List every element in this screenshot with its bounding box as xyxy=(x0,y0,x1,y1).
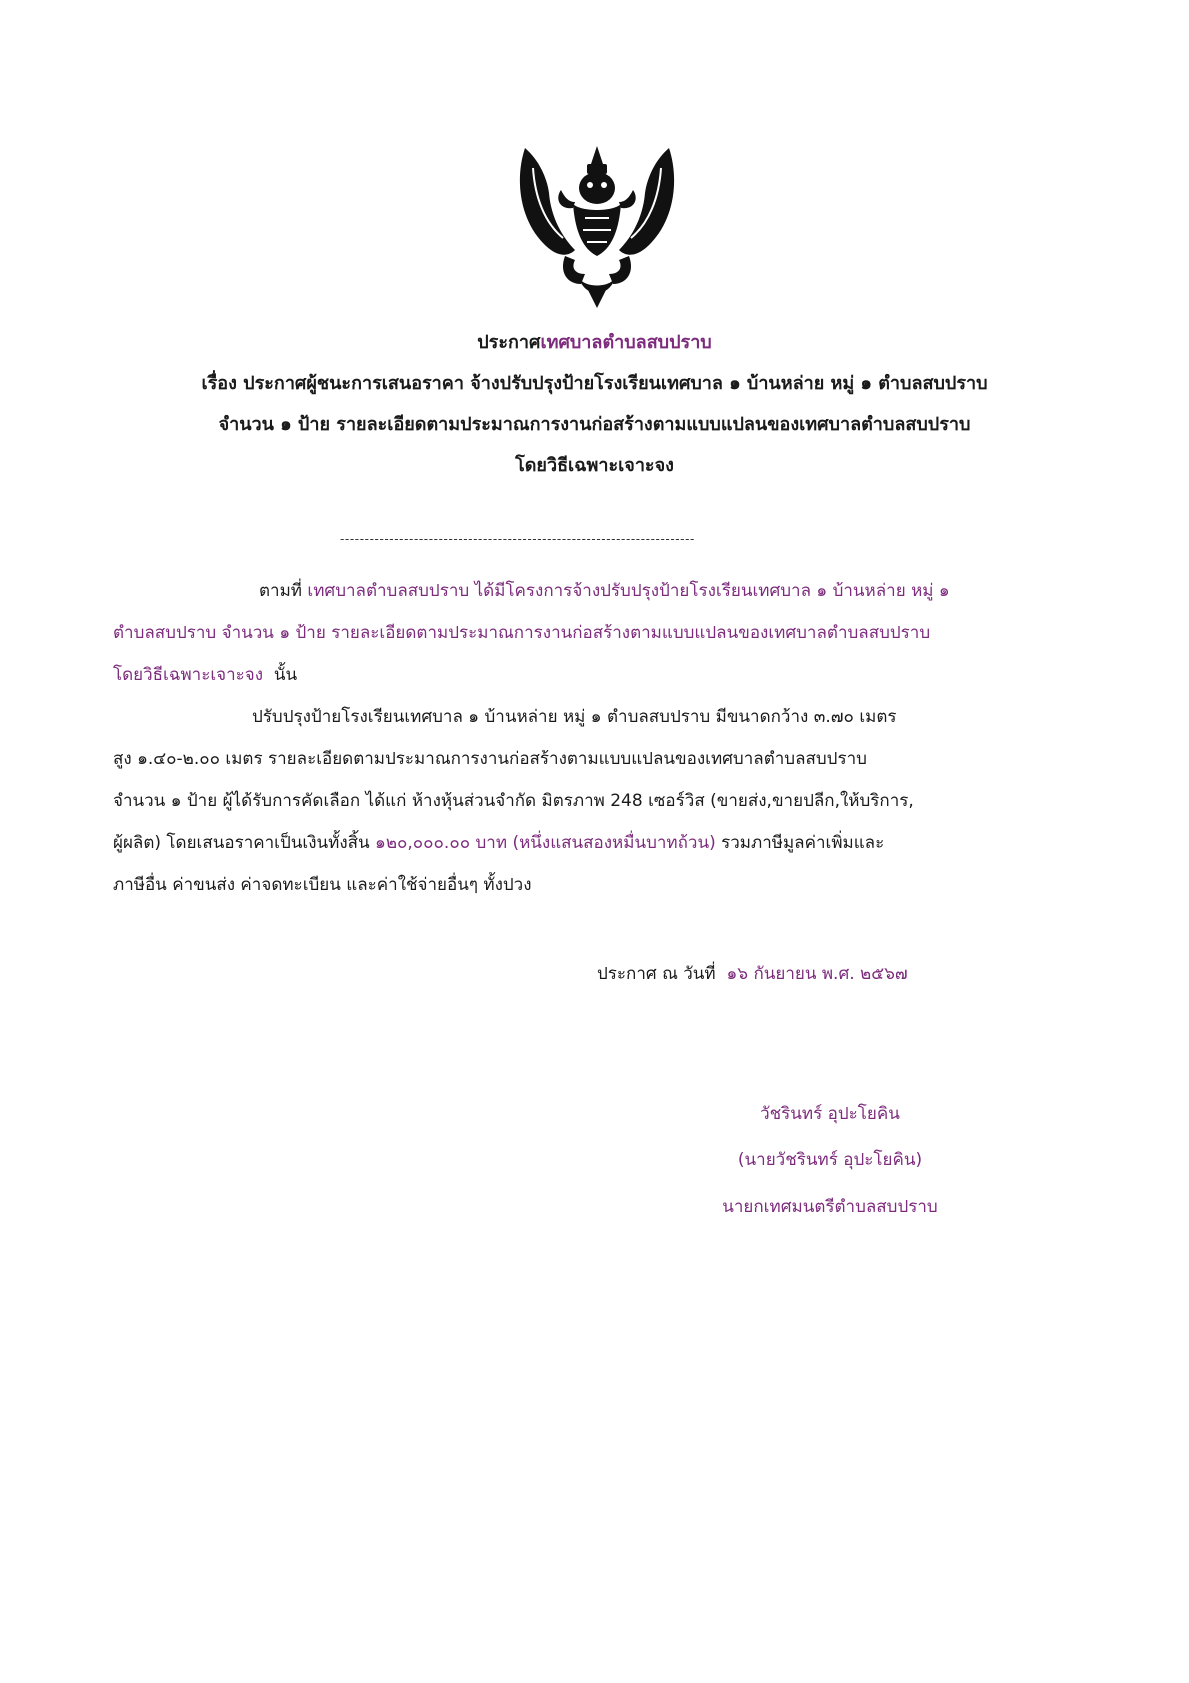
signature-name: วัชรินทร์ อุปะโยคิน xyxy=(760,1104,900,1124)
section-divider: ------------------------------------------------------------------------ xyxy=(340,532,695,546)
announcement-date: ประกาศ ณ วันที่ ๑๖ กันยายน พ.ศ. ๒๕๖๗ xyxy=(597,964,908,984)
subject-line-3: โดยวิธีเฉพาะเจาะจง xyxy=(515,455,674,476)
paragraph2-line5: ภาษีอื่น ค่าขนส่ง ค่าจดทะเบียน และค่าใช้จ่ายอื่นๆ ทั้งปวง xyxy=(113,875,532,895)
announcement-title: ประกาศเทศบาลตำบลสบปราบ xyxy=(477,332,712,353)
paragraph2-line1: ปรับปรุงป้ายโรงเรียนเทศบาล ๑ บ้านหล่าย หมู่ ๑ ตำบลสบปราบ มีขนาดกว้าง ๓.๗๐ เมตร xyxy=(252,707,897,727)
paragraph1-line2: ตำบลสบปราบ จำนวน ๑ ป้าย รายละเอียดตามประมาณการงานก่อสร้างตามแบบแปลนของเทศบาลตำบลสบปราบ xyxy=(113,623,931,643)
paragraph2-line2: สูง ๑.๔๐-๒.๐๐ เมตร รายละเอียดตามประมาณการงานก่อสร้างตามแบบแปลนของเทศบาลตำบลสบปราบ xyxy=(113,749,867,769)
announcement-title-block xyxy=(100,322,1089,486)
paragraph1-line3: โดยวิธีเฉพาะเจาะจง นั้น xyxy=(113,665,298,685)
subject-line-2: จำนวน ๑ ป้าย รายละเอียดตามประมาณการงานก่อสร้างตามแบบแปลนของเทศบาลตำบลสบปราบ xyxy=(218,414,971,435)
paragraph1-line1: ตามที่ เทศบาลตำบลสบปราบ ได้มีโครงการจ้างปรับปรุงป้ายโรงเรียนเทศบาล ๑ บ้านหล่าย หมู่ ๑ xyxy=(259,581,950,601)
paragraph2-line3: จำนวน ๑ ป้าย ผู้ได้รับการคัดเลือก ได้แก่ ห้างหุ้นส่วนจำกัด มิตรภาพ 248 เซอร์วิส (ขายส่ง,ขายปลีก,ให้บริการ, xyxy=(113,791,914,811)
garuda-emblem-icon xyxy=(515,138,679,310)
signature-full-name: (นายวัชรินทร์ อุปะโยคิน) xyxy=(737,1150,923,1170)
subject-line-1: เรื่อง ประกาศผู้ชนะการเสนอราคา จ้างปรับปรุงป้ายโรงเรียนเทศบาล ๑ บ้านหล่าย หมู่ ๑ ตำบลสบปราบ xyxy=(201,373,988,394)
paragraph2-line4: ผู้ผลิต) โดยเสนอราคาเป็นเงินทั้งสิ้น ๑๒๐,๐๐๐.๐๐ บาท (หนึ่งแสนสองหมื่นบาทถ้วน) รวมภาษีมูลค่าเพิ่มและ xyxy=(113,833,885,853)
signature-position: นายกเทศมนตรีตำบลสบปราบ xyxy=(722,1197,938,1217)
contract-amount: ๑๒๐,๐๐๐.๐๐ บาท (หนึ่งแสนสองหมื่นบาทถ้วน) xyxy=(375,833,716,853)
announcement-body xyxy=(113,570,1073,906)
